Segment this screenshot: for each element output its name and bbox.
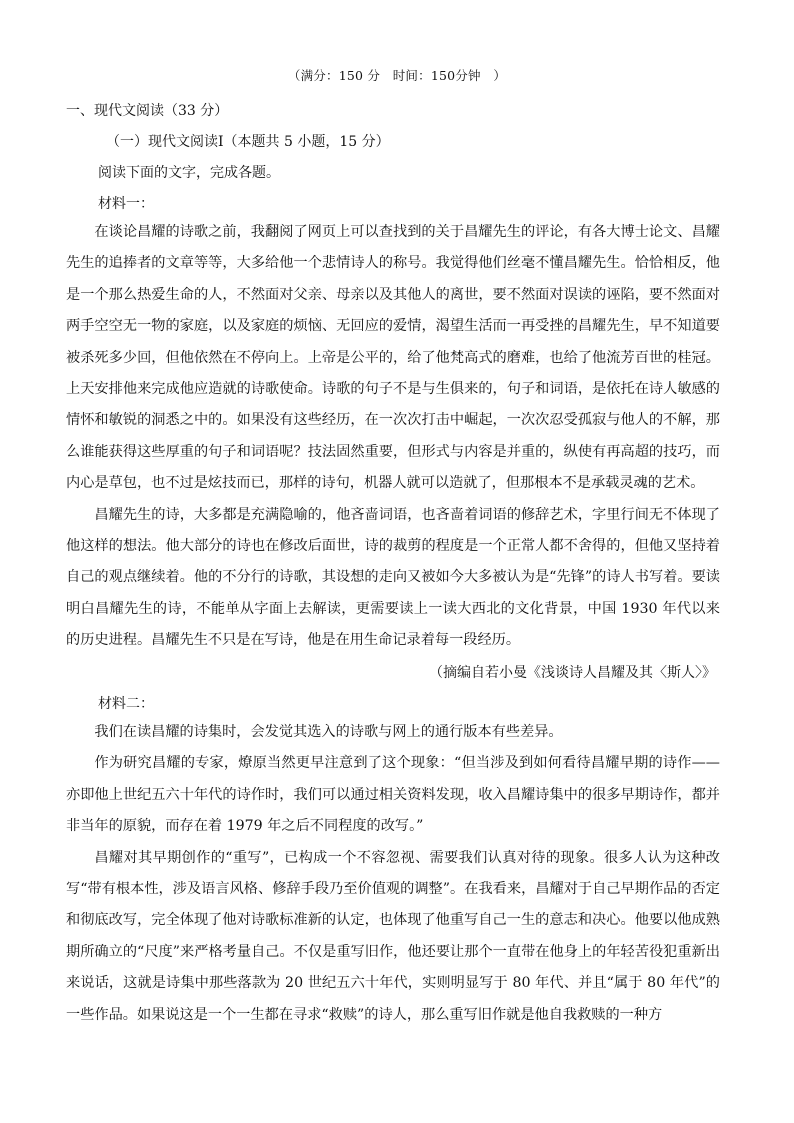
material2-paragraph-3: 昌耀对其早期创作的“重写”，已构成一个不容忽视、需要我们认真对待的现象。很多人认为这种改写“带有根本性，涉及语言风格、修辞手段乃至价值观的调整”。在我看来，昌耀对于自己早期作品的否定和彻底改写，完全体现了他对诗歌标准新的认定，也体现了他重写自己一生的意志和决心。他要以他成熟期所确立的“尺度”来严格考量自己。不仅是重写旧作，他还要让那个一直带在他身上的年轻苦役犯重新出来说话，这就是诗集中那些落款为 20 世纪五六十年代，实则明显写于 80 年代、并且“属于 80 年代”的一些作品。如果说这是一个一生都在寻求“救赎”的诗人，那么重写旧作就是他自我救赎的一种方 xyxy=(66,849,720,1023)
subsection-title: （一）现代文阅读Ⅰ（本题共 5 小题，15 分） xyxy=(106,134,390,150)
section-title: 一、现代文阅读（33 分） xyxy=(66,103,229,119)
material2-label: 材料二： xyxy=(98,696,154,712)
material2-body xyxy=(66,717,720,1031)
material1-source: （摘编自若小曼《浅谈诗人昌耀及其〈斯人〉》 xyxy=(429,665,716,681)
material2-paragraph-2: 作为研究昌耀的专家，燎原当然更早注意到了这个现象：“但当涉及到如何看待昌耀早期的诗作——亦即他上世纪五六十年代的诗作时，我们可以通过相关资料发现，收入昌耀诗集中的很多早期诗作，都并非当年的原貌，而存在着 1979 年之后不同程度的改写。” xyxy=(66,755,720,835)
exam-header: （满分：150 分 时间：150分钟 ） xyxy=(287,68,507,83)
material1-paragraph-2: 昌耀先生的诗，大多都是充满隐喻的，他吝啬词语，也吝啬着词语的修辞艺术，字里行间无不体现了他这样的想法。他大部分的诗也在修改后面世，诗的裁剪的程度是一个正常人都不舍得的，但他又坚持着自己的观点继续着。他的不分行的诗歌，其设想的走向又被如今大多被认为是“先锋”的诗人书写着。要读明白昌耀先生的诗，不能单从字面上去解读，更需要读上一读大西北的文化背景，中国 1930 年代以来的历史进程。昌耀先生不只是在写诗，他是在用生命记录着每一段经历。 xyxy=(66,506,720,649)
material1-paragraph-1: 在谈论昌耀的诗歌之前，我翻阅了网页上可以查找到的关于昌耀先生的评论，有各大博士论文、昌耀先生的追捧者的文章等等，大多给他一个悲情诗人的称号。我觉得他们丝毫不懂昌耀先生。恰恰相反，他是一个那么热爱生命的人，不然面对父亲、母亲以及其他人的离世，要不然面对误读的诬陷，要不然面对两手空空无一物的家庭，以及家庭的烦恼、无回应的爱情，渴望生活而一再受挫的昌耀先生，早不知道要被杀死多少回，但他依然在不停向上。上帝是公平的，给了他梵高式的磨难，也给了他流芳百世的桂冠。上天安排他来完成他应造就的诗歌使命。诗歌的句子不是与生俱来的，句子和词语，是依托在诗人敏感的情怀和敏锐的洞悉之中的。如果没有这些经历，在一次次打击中崛起，一次次忍受孤寂与他人的不解，那么谁能获得这些厚重的句子和词语呢？技法固然重要，但形式与内容是并重的，纵使有再高超的技巧，而内心是草包，也不过是炫技而已，那样的诗句，机器人就可以造就了，但那根本不是承载灵魂的艺术。 xyxy=(66,224,720,492)
material1-body xyxy=(66,217,720,657)
material2-paragraph-1: 我们在读昌耀的诗集时，会发觉其选入的诗歌与网上的通行版本有些差异。 xyxy=(94,724,563,740)
material1-label: 材料一： xyxy=(98,196,154,212)
instruction: 阅读下面的文字，完成各题。 xyxy=(98,165,280,181)
